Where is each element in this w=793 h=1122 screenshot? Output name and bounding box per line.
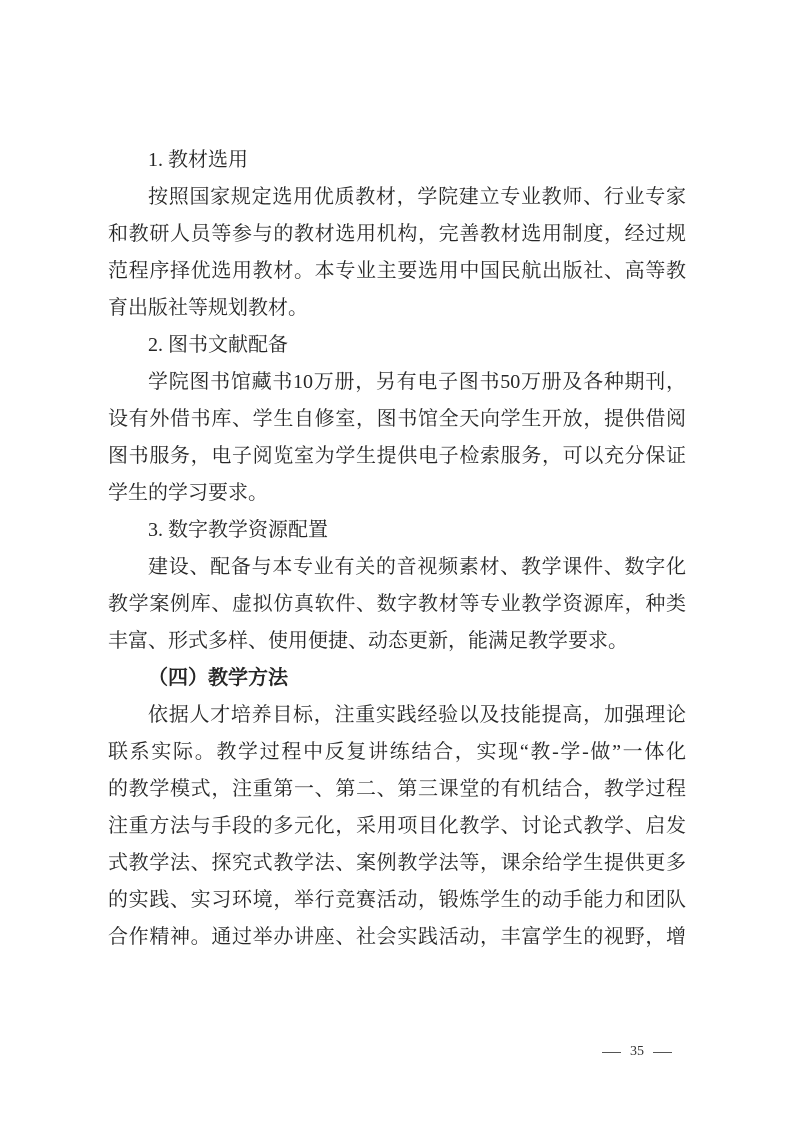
paragraph-line: 图书服务，电子阅览室为学生提供电子检索服务，可以充分保证 [108, 445, 686, 467]
paragraph-line: 依据人才培养目标，注重实践经验以及技能提高，加强理论 [148, 704, 686, 726]
paragraph-line: 建设、配备与本专业有关的音视频素材、教学课件、数字化 [148, 556, 686, 578]
paragraph-line: 教学案例库、虚拟仿真软件、数字教材等专业教学资源库，种类 [108, 593, 686, 615]
section-heading: （四）教学方法 [148, 667, 288, 689]
paragraph-line: 学院图书馆藏书10万册，另有电子图书50万册及各种期刊， [148, 371, 686, 393]
paragraph-line: 的实践、实习环境，举行竞赛活动，锻炼学生的动手能力和团队 [108, 889, 686, 911]
paragraph-line: 合作精神。通过举办讲座、社会实践活动，丰富学生的视野，增 [108, 926, 686, 948]
paragraph-line: 丰富、形式多样、使用便捷、动态更新，能满足教学要求。 [108, 630, 628, 652]
paragraph-line: 学生的学习要求。 [108, 482, 268, 504]
numbered-heading: 1. 教材选用 [148, 149, 248, 171]
paragraph-line: 育出版社等规划教材。 [108, 297, 308, 319]
paragraph-line: 的教学模式，注重第一、第二、第三课堂的有机结合，教学过程 [108, 778, 686, 800]
page-number-value: 35 [630, 1044, 644, 1059]
page-number-dash-right [653, 1052, 672, 1053]
paragraph-line: 式教学法、探究式教学法、案例教学法等，课余给学生提供更多 [108, 852, 686, 874]
numbered-heading: 3. 数字教学资源配置 [148, 519, 328, 541]
paragraph-line: 设有外借书库、学生自修室，图书馆全天向学生开放，提供借阅 [108, 408, 686, 430]
page-number [602, 1044, 672, 1060]
numbered-heading: 2. 图书文献配备 [148, 334, 288, 356]
paragraph-line: 注重方法与手段的多元化，采用项目化教学、讨论式教学、启发 [108, 815, 686, 837]
document-body [108, 142, 686, 956]
page-number-dash-left [602, 1052, 621, 1053]
paragraph-line: 范程序择优选用教材。本专业主要选用中国民航出版社、高等教 [108, 260, 686, 282]
paragraph-line: 联系实际。教学过程中反复讲练结合，实现“教-学-做”一体化 [108, 741, 686, 763]
paragraph-line: 和教研人员等参与的教材选用机构，完善教材选用制度，经过规 [108, 223, 686, 245]
paragraph-line: 按照国家规定选用优质教材，学院建立专业教师、行业专家 [148, 186, 686, 208]
